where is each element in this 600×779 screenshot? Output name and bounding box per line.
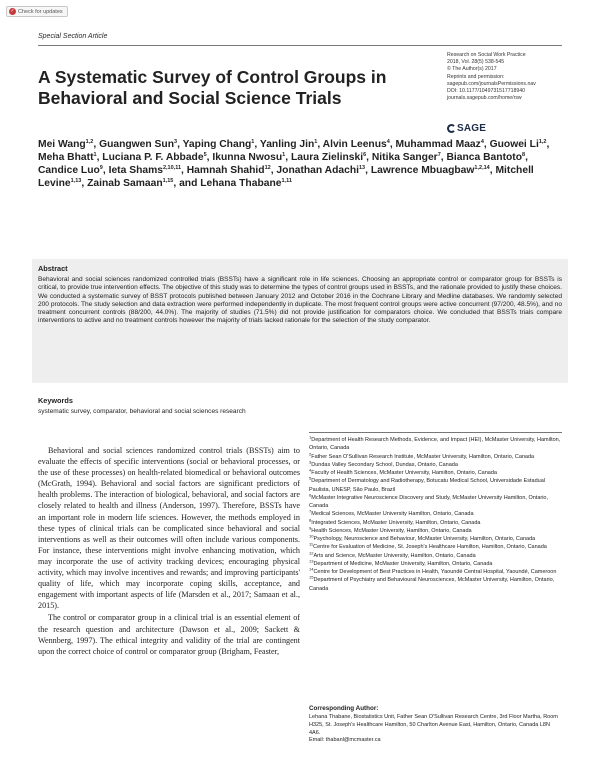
author-name: Yaping Chang (182, 139, 252, 150)
affiliations-rule (309, 432, 562, 433)
affiliation-item (309, 576, 562, 593)
affiliation-text: Department of Dermatology and Radiotherapy, Botucatu Medical School, Universidade Estadual Paulista, UNESP, São Paulo, Brazil (309, 478, 546, 493)
body-paragraph: The control or comparator group in a clinical trial is an essential element of the research question and architecture (Dawson et al., 2009; Sackett & Wennberg, 1997). The ethical integrity and validity of the trial are contingent upon the correct choice of control or comparator group (Brigham, Feaster, (38, 613, 300, 656)
author-name: Lawrence Mbuagbaw (370, 165, 475, 177)
author-affiliation-marker: 7 (437, 152, 441, 159)
affiliation-item (309, 568, 562, 576)
affiliation-text: Health Sciences, McMaster University, Hamilton, Ontario, Canada (311, 527, 472, 534)
body-column (38, 445, 300, 657)
author-affiliation-marker: 1 (251, 139, 255, 145)
author-affiliation-marker: 12 (264, 165, 271, 172)
affiliation-number: 15 (309, 574, 314, 580)
journal-meta-line: Reprints and permission: (447, 73, 505, 80)
author-list: Mei Wang$^{1,2}$, Guangwen Sun$^3$, Yaping Chang$^1$, Yanling Jin$^1$, Alvin Leenus$^4$, Muhammad Maaz$^4$, Guowei Li$^{1,2}$, Meha Bhatt$^1$, Luciana P. F. Abbade$^5$, Ikunna Nwosu$^1$, Laura Zielinski$^6$, Nitika Sanger$^7$, Bianca Bantoto$^8$, Candice Luo$^9$, Ieta Shams$^{2,10,11}$, Hamnah Shahid$^{12}$, Jonathan Adachi$^{13}$, Lawrence Mbuagbaw$^{1,2,14}$, Mitchell Levine$^{1,13}$, Zainab Samaan$^{1,15}$, and Lehana Thabane$^{1,11}$ (38, 139, 550, 190)
sage-swirl-icon (447, 124, 456, 133)
author-affiliation-marker: 4 (480, 139, 484, 145)
keywords-heading: Keywords (38, 396, 73, 405)
journal-meta-line: 2018, Vol. 28(5) 538-545 (447, 59, 505, 66)
author-name: Mitchell Levine (38, 165, 534, 190)
abstract-text: Behavioral and social sciences randomized controlled trials (BSSTs) have a significant role in life sciences. Choosing an appropriate control or comparator group for BSSTs is critical, to provide true intervention effects. The objective of this study was to determine the types of control groups used in BSSTs, and the rationale provided to justify these choices. We conducted a systematic survey of BSST protocols published between January 2012 and October 2016 in the Cochrane Library and Medline databases. We randomly selected 200 protocols. The study selection and data extraction were performed independently in duplicate. The most frequent control groups were active concurrent (97/200, 48.5%), and no treatment concurrent controls (88/200, 44.0%). The majority of studies (71.5%) did not provide justification for comparators choice. We concluded that BSSTs trials compare interventions to active and no treatment controls however the majority of trials lacked rationale for the selection of the study comparator. (38, 276, 562, 325)
affiliation-item (309, 552, 562, 560)
affiliation-number: 3 (309, 459, 312, 465)
author-affiliation-marker: 1,11 (281, 178, 292, 185)
author-affiliation-marker: 5 (203, 152, 207, 159)
affiliation-text: Department of Medicine, McMaster University, Hamilton, Ontario, Canada (313, 560, 493, 567)
author-affiliation-marker: 1 (282, 152, 286, 159)
affiliation-text: Arts and Science, McMaster University, Hamilton, Ontario, Canada (313, 552, 476, 559)
author-name: Nitika Sanger (371, 152, 438, 164)
author-affiliation-marker: 4 (386, 139, 390, 145)
check-updates-label: Check for updates (18, 8, 63, 15)
affiliation-text: Department of Health Research Methods, Evidence, and Impact (HEI), McMaster University, Hamilton, Ontario, Canada (309, 437, 561, 452)
affiliation-item (309, 527, 562, 535)
journal-meta-doi[interactable]: DOI: 10.1177/1049731517718940 (447, 88, 526, 95)
affiliation-number: 13 (309, 558, 314, 564)
affiliation-number: 6 (309, 492, 312, 498)
author-name: Jonathan Adachi (276, 165, 359, 177)
affiliation-text: Dundas Valley Secondary School, Dundas, Ontario, Canada (311, 461, 458, 468)
author-affiliation-marker: 1,2,14 (474, 165, 490, 172)
author-name: Muhammad Maaz (395, 139, 481, 150)
affiliation-number: 9 (309, 525, 312, 531)
affiliation-number: 4 (309, 467, 312, 473)
body-paragraph: Behavioral and social sciences randomized control trials (BSSTs) aim to evaluate the effects of specific interventions (social or behavioral processes, or the use of these processes) on health-related biomedical or behavioral outcomes (McGrath, 1994). Behavioral and social factors are significant predictors of health problems. The interaction of biological, behavioral, and social factors are closely related to health and illness (Anderson, 1997). Therefore, BSSTs have an important role in modern life sciences. However, the methods employed in these types of clinical trials can be complicated since behavioral and social interventions as well as their outcomes will often include various components. For instance, these interventions might involve enhancing motivation, which may incorporate the use of activity tracking devices; encouraging physical activity, which may involve incentives and rewards; and improving participants' quality of life, which may incorporate coping skills, acceptance, and engagement with important aspects of life (Marsden et al., 2017; Samaan et al., 2015). (38, 446, 300, 611)
author-name: Meha Bhatt (38, 152, 94, 164)
affiliation-number: 5 (309, 475, 312, 481)
author-affiliation-marker: 1 (93, 152, 97, 159)
affiliation-number: 7 (309, 508, 312, 514)
author-name: Zainab Samaan (87, 178, 163, 190)
affiliation-text: Centre for Development of Best Practices in Health, Yaoundé Central Hospital, Yaoundé, Cameroon (313, 569, 557, 575)
corresponding-author-details (309, 714, 562, 745)
affiliation-item (309, 510, 562, 518)
corresponding-author-heading: Corresponding Author: (309, 705, 379, 712)
author-name: Ieta Shams (108, 165, 163, 177)
affiliations-list (309, 436, 562, 593)
corresponding-author-email[interactable]: Email: thabanl@mcmaster.ca (309, 737, 381, 744)
affiliation-item (309, 560, 562, 568)
author-affiliation-marker: 1,2 (85, 139, 94, 145)
affiliation-text: Department of Psychiatry and Behavioural Neurosciences, McMaster University, Hamilton, Ontario, Canada (309, 577, 555, 592)
author-affiliation-marker: 1,15 (162, 178, 174, 185)
author-affiliation-marker: 8 (522, 152, 526, 159)
author-name: Yanling Jin (259, 139, 315, 150)
sage-logo (447, 123, 486, 134)
abstract-heading: Abstract (38, 264, 68, 273)
journal-meta-link[interactable]: sagepub.com/journalsPermissions.nav (447, 80, 536, 87)
check-updates-icon: ✓ (10, 8, 15, 14)
affiliation-item (309, 477, 562, 494)
author-name: Lehana Thabane (200, 178, 282, 190)
author-name: Laura Zielinski (290, 152, 364, 164)
affiliation-text: Medical Sciences, McMaster University Hamilton, Ontario, Canada (311, 511, 474, 518)
author-name: Bianca Bantoto (446, 152, 523, 164)
affiliation-text: Integrated Sciences, McMaster University, Hamilton, Ontario, Canada (311, 519, 481, 526)
affiliation-item (309, 543, 562, 551)
author-name: Mei Wang (38, 139, 86, 150)
section-label: Special Section Article (38, 33, 108, 40)
author-name: Guangwen Sun (99, 139, 175, 150)
affiliation-number: 11 (309, 541, 314, 547)
author-affiliation-marker: 1 (314, 139, 318, 145)
author-name: Alvin Leenus (322, 139, 387, 150)
affiliation-text: Faculty of Health Sciences, McMaster University, Hamilton, Ontario, Canada (311, 470, 497, 476)
affiliation-text: McMaster Integrative Neuroscience Discovery and Study, McMaster University Hamilton, Ontario, Canada (309, 494, 549, 509)
affiliation-number: 2 (309, 451, 312, 456)
affiliation-number: 12 (309, 550, 314, 555)
author-affiliation-marker: 13 (359, 165, 366, 172)
journal-metadata (447, 52, 587, 102)
affiliation-number: 14 (309, 566, 314, 572)
author-affiliation-marker: 1,13 (70, 178, 82, 185)
keywords-text: systematic survey, comparator, behavioral and social sciences research (38, 408, 246, 415)
author-affiliation-marker: 2,10,11 (162, 165, 182, 172)
affiliation-item (309, 535, 562, 543)
author-name: Luciana P. F. Abbade (102, 152, 204, 164)
author-affiliation-marker: 9 (99, 165, 103, 172)
affiliation-text: Psychology, Neuroscience and Behaviour, McMaster University, Hamilton, Ontario, Canada (313, 536, 536, 542)
journal-meta-line: © The Author(s) 2017 (447, 66, 497, 73)
affiliation-number: 8 (309, 517, 312, 522)
author-name: Hamnah Shahid (186, 165, 265, 177)
affiliation-item (309, 436, 562, 453)
corresponding-author-address: Lehana Thabane, Biostatistics Unit, Father Sean O'Sullivan Research Centre, 3rd Floor Martha, Room H325, St. Joseph's Healthcare Hamilton, 50 Charlton Avenue East, Hamilton, Ontario, Canada L8N 4A6. (309, 714, 558, 736)
check-for-updates-badge[interactable] (6, 6, 68, 17)
affiliation-text: Centre for Evaluation of Medicine, St. Joseph's Healthcare Hamilton, Hamilton, Ontario, Canada (313, 544, 547, 551)
affiliation-number: 10 (309, 533, 314, 539)
affiliation-item (309, 494, 562, 511)
affiliation-item (309, 469, 562, 477)
sage-logo-text: SAGE (457, 123, 487, 134)
header-rule (38, 45, 562, 46)
affiliation-item (309, 461, 562, 469)
journal-meta-link[interactable]: journals.sagepub.com/home/rsw (447, 95, 522, 102)
article-title: A Systematic Survey of Control Groups in Behavioral and Social Science Trials (38, 67, 387, 108)
affiliation-number: 1 (309, 434, 312, 440)
author-name: Guowei Li (489, 139, 539, 150)
author-affiliation-marker: 3 (174, 139, 178, 145)
author-name: Candice Luo (38, 165, 100, 177)
affiliation-item (309, 519, 562, 527)
journal-meta-line: Research on Social Work Practice (447, 52, 526, 58)
author-affiliation-marker: 6 (363, 152, 367, 159)
author-affiliation-marker: 1,2 (538, 139, 547, 145)
affiliation-item (309, 453, 562, 461)
affiliation-text: Father Sean O'Sullivan Research Institute, McMaster University, Hamilton, Ontario, Canada (311, 453, 535, 460)
author-name: Ikunna Nwosu (212, 152, 283, 164)
